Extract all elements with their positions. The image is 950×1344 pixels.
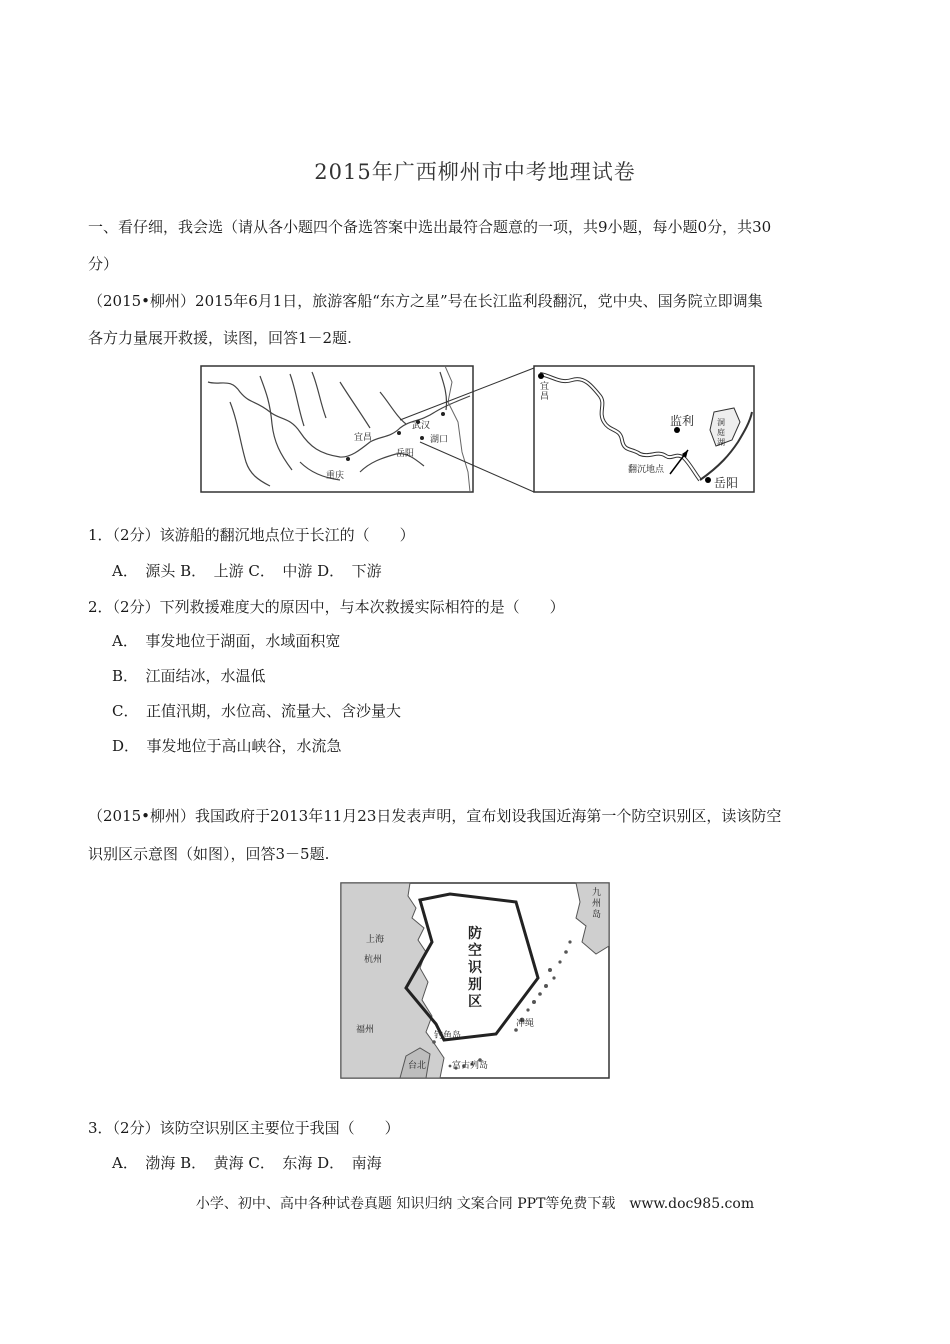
q2-option-c: C． 正值汛期，水位高、流量大、含沙量大	[112, 702, 401, 720]
label-okinawa: 冲绳	[516, 1019, 535, 1029]
label-diaoyu: 钓鱼岛	[434, 1031, 462, 1041]
label-miyako: 宫古列岛	[452, 1061, 489, 1071]
label-hangzhou: 杭州	[364, 955, 383, 965]
label-kyushu: 九州岛	[592, 888, 602, 920]
section-heading-line2: 分）	[88, 255, 119, 273]
q1-stem: 1．（2分）该游船的翻沉地点位于长江的（ ）	[88, 526, 415, 544]
yangtze-map-graphic	[200, 362, 756, 496]
section-heading-line1: 一、看仔细，我会选（请从各小题四个备选答案中选出最符合题意的一项，共9小题，每小题0分，共30	[88, 218, 772, 236]
label-zoom-yichang: 宜昌	[540, 382, 550, 402]
q2-option-b: B． 江面结冰，水温低	[112, 667, 266, 685]
label-hukou: 湖口	[430, 435, 449, 445]
label-wuhan: 武汉	[412, 421, 431, 431]
q2-stem: 2．（2分）下列救援难度大的原因中，与本次救援实际相符的是（ ）	[88, 598, 565, 616]
q1-options: A． 源头 B． 上游 C． 中游 D． 下游	[112, 562, 382, 580]
intro1-line2: 各方力量展开救援，读图，回答1－2题.	[88, 329, 352, 347]
q3-options: A． 渤海 B． 黄海 C． 东海 D． 南海	[112, 1154, 382, 1172]
label-adiz: 防空识别区	[468, 926, 482, 1010]
label-chongqing: 重庆	[326, 471, 345, 481]
label-yichang: 宜昌	[354, 433, 373, 443]
q2-option-a: A． 事发地位于湖面，水域面积宽	[112, 632, 341, 650]
label-yueyang: 岳阳	[396, 449, 415, 459]
intro2-line2: 识别区示意图（如图），回答3－5题.	[88, 845, 330, 863]
label-shanghai: 上海	[366, 935, 385, 945]
label-fanchen: 翻沉地点	[628, 465, 665, 475]
yangtze-map-figure	[200, 362, 756, 496]
label-zoom-yueyang: 岳阳	[714, 476, 739, 490]
adiz-map-figure	[340, 882, 610, 1079]
label-jianli: 监利	[670, 414, 695, 428]
q2-option-d: D． 事发地位于高山峡谷，水流急	[112, 737, 342, 755]
intro2-line1: （2015•柳州）我国政府于2013年11月23日发表声明，宣布划设我国近海第一个防空识别区，读该防空	[88, 807, 782, 825]
label-taipei: 台北	[408, 1061, 427, 1071]
page-title: 2015年广西柳州市中考地理试卷	[314, 160, 636, 184]
page-footer: 小学、初中、高中各种试卷真题 知识归纳 文案合同 PPT等免费下载 www.doc985.com	[195, 1196, 755, 1212]
label-fuzhou: 福州	[356, 1025, 375, 1035]
q3-stem: 3．（2分）该防空识别区主要位于我国（ ）	[88, 1119, 400, 1137]
intro1-line1: （2015•柳州）2015年6月1日，旅游客船“东方之星”号在长江监利段翻沉，党中央、国务院立即调集	[88, 292, 763, 310]
label-dongting: 洞庭湖	[717, 418, 725, 447]
